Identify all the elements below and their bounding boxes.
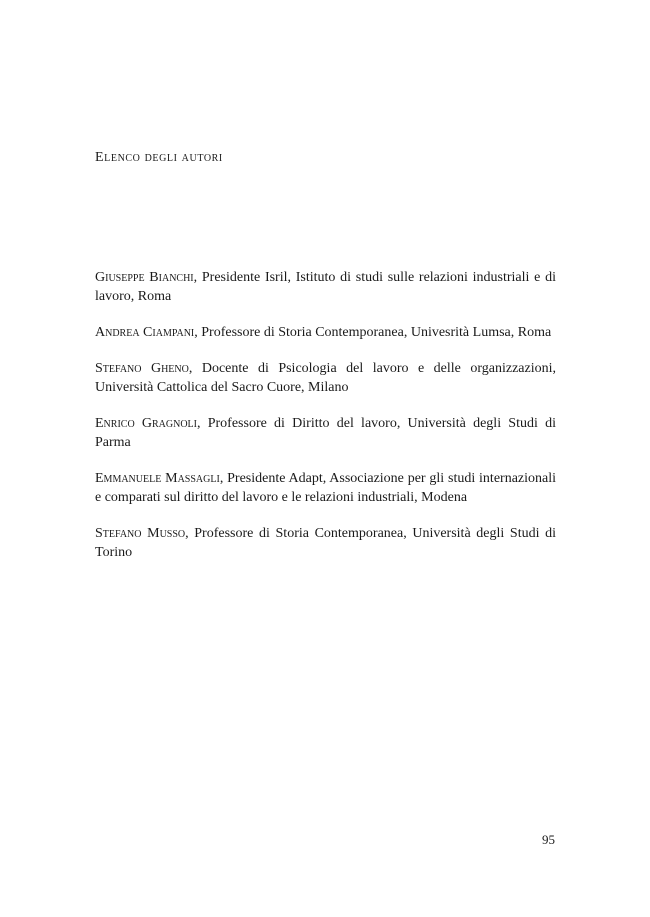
author-name: Andrea Ciampani <box>95 325 195 340</box>
author-description: , Presidente Isril, Istituto di studi sulle relazioni industriali e di lavoro, Roma <box>95 270 556 304</box>
author-name: Stefano Musso <box>95 526 186 541</box>
author-list <box>95 268 556 579</box>
author-name: Giuseppe Bianchi <box>95 270 194 285</box>
author-entry <box>95 524 556 562</box>
author-description: , Professore di Diritto del lavoro, Università degli Studi di Parma <box>95 416 556 450</box>
author-description: , Professore di Storia Contemporanea, Università degli Studi di Torino <box>95 526 556 560</box>
author-entry <box>95 323 556 342</box>
author-description: , Presidente Adapt, Associazione per gli studi internazionali e comparati sul diritto del lavoro e le relazioni industriali, Modena <box>95 471 557 505</box>
author-description: , Docente di Psicologia del lavoro e delle organizzazioni, Università Cattolica del Sacro Cuore, Milano <box>95 361 556 395</box>
author-name: Emmanuele Massagli <box>95 471 220 486</box>
author-entry <box>95 414 556 452</box>
page-number: 95 <box>542 832 555 847</box>
author-description: , Professore di Storia Contemporanea, Univesrità Lumsa, Roma <box>194 325 552 340</box>
author-name: Stefano Gheno <box>95 361 189 376</box>
author-entry <box>95 469 556 507</box>
page-title: Elenco degli autori <box>95 150 223 165</box>
author-name: Enrico Gragnoli <box>95 416 197 431</box>
author-entry <box>95 359 556 397</box>
author-entry <box>95 268 556 306</box>
